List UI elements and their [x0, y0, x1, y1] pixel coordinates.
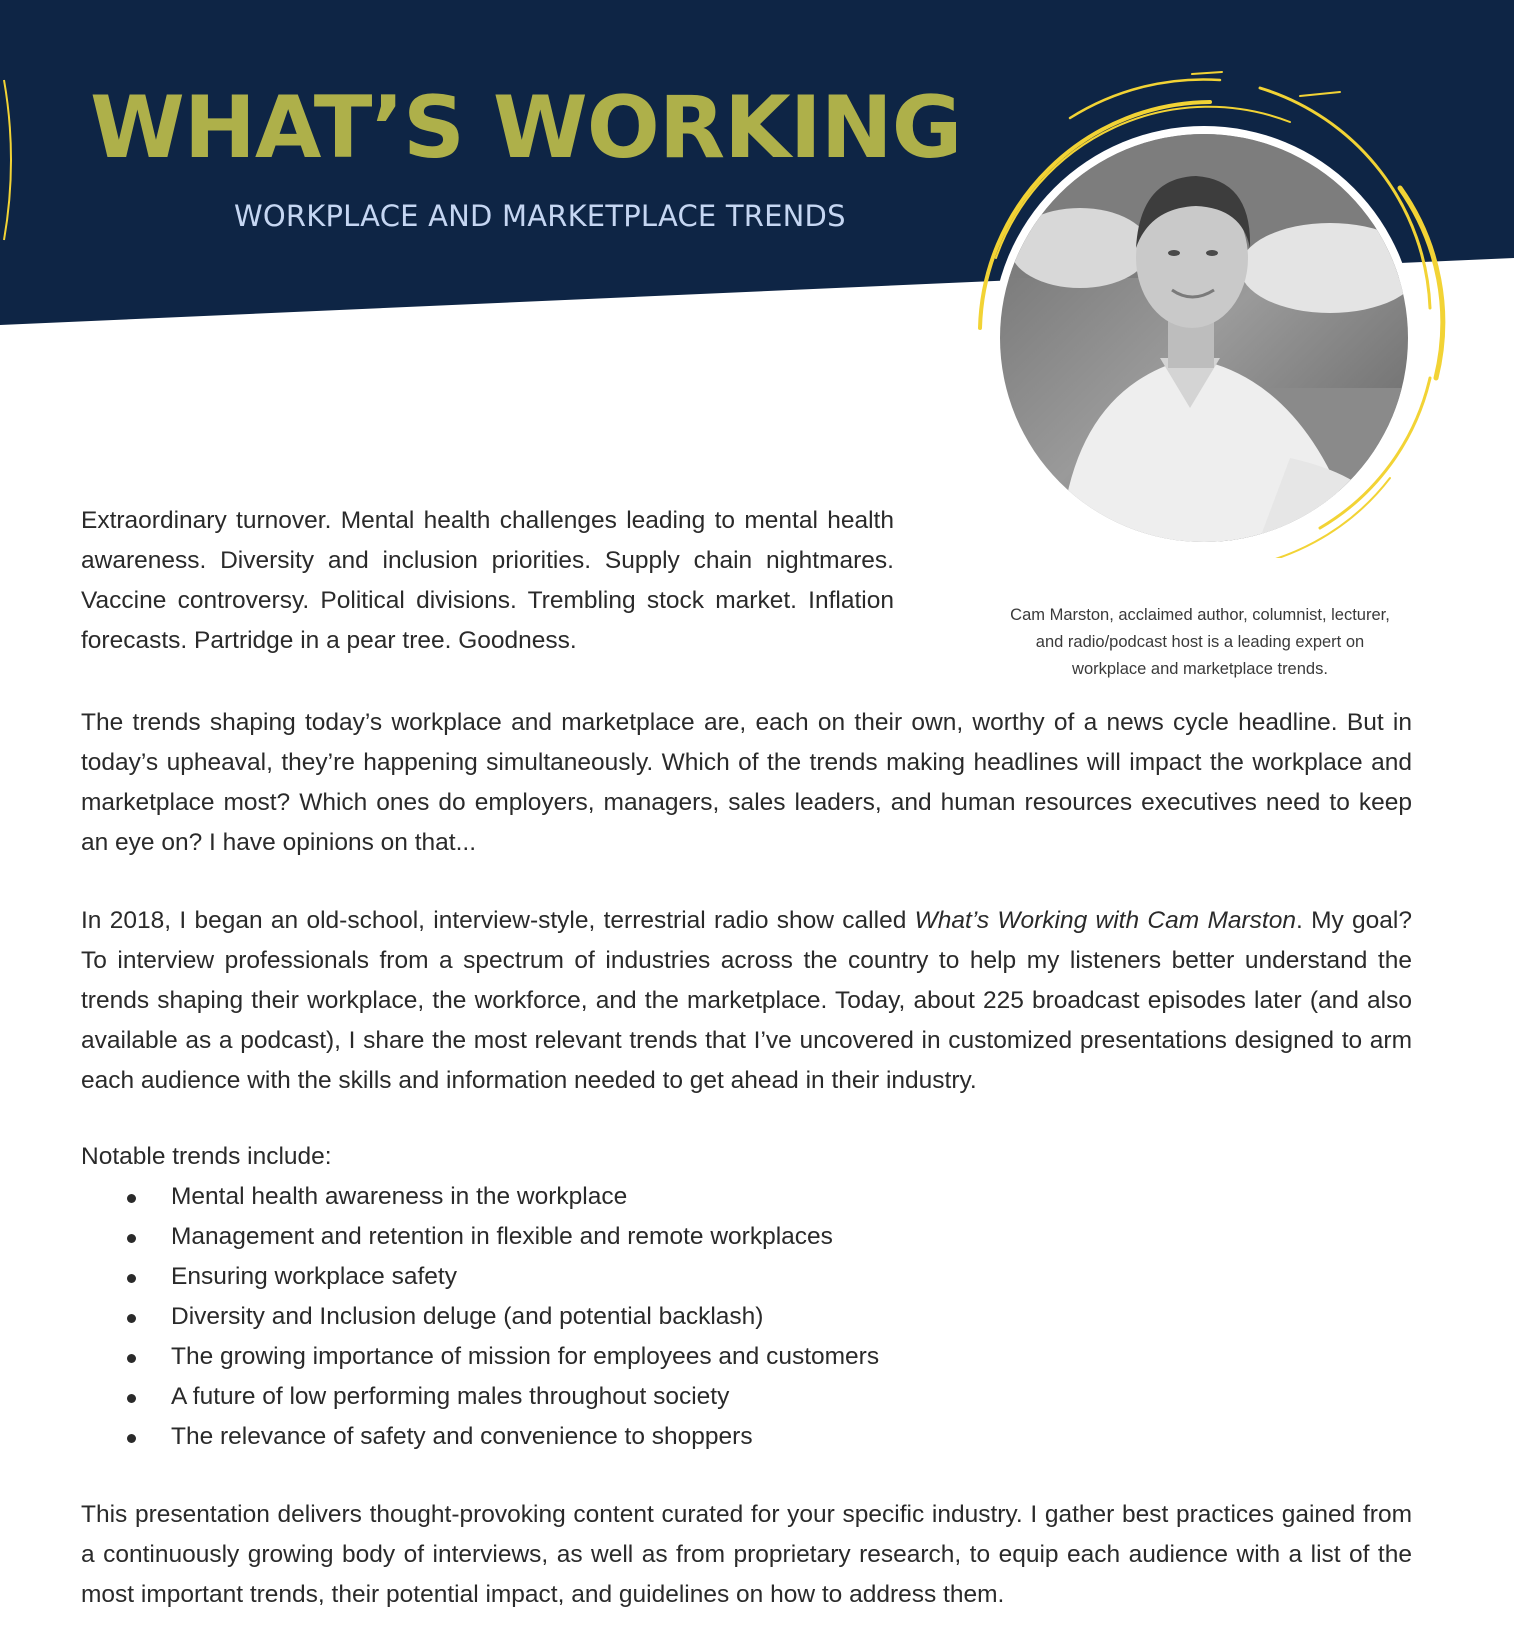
closing-paragraph: This presentation delivers thought-provoking content curated for your specific industry. I gather best practices gained from a continuously growing body of interviews, as well as from proprietary research, to equip each audience with a list of the most important trends, their potential impact, and guidelines on how to address them.	[81, 1501, 1412, 1608]
bullet-icon	[127, 1314, 136, 1323]
trends-intro: Notable trends include:	[81, 1143, 332, 1170]
trend-item-text: Mental health awareness in the workplace	[171, 1183, 628, 1210]
radio-show-text-before: In 2018, I began an old-school, interview-style, terrestrial radio show called	[81, 907, 915, 934]
trend-item-text: The relevance of safety and convenience to shoppers	[171, 1423, 753, 1450]
trends-overview-paragraph: The trends shaping today’s workplace and marketplace are, each on their own, worthy of a news cycle headline. But in today’s upheaval, they’re happening simultaneously. Which of the trends making headlines will impact the workplace and marketplace most? Which ones do employers, managers, sales leaders, and human resources executives need to keep an eye on? I have opinions on that...	[81, 709, 1412, 856]
page-title: WHAT’S WORKING	[90, 78, 962, 178]
trend-item-text: Ensuring workplace safety	[171, 1263, 457, 1290]
bullet-icon	[127, 1394, 136, 1403]
portrait-caption: Cam Marston, acclaimed author, columnist, lecturer, and radio/podcast host is a leading expert on workplace and marketplace trends.	[1010, 606, 1390, 678]
bullet-icon	[127, 1274, 136, 1283]
trend-item	[81, 1297, 879, 1337]
trend-item	[81, 1337, 879, 1377]
bullet-icon	[127, 1234, 136, 1243]
intro-paragraph: Extraordinary turnover. Mental health challenges leading to mental health awareness. Diversity and inclusion priorities. Supply chain nightmares. Vaccine controversy. Political divisions. Trembling stock market. Inflation forecasts. Partridge in a pear tree. Goodness.	[81, 507, 894, 654]
bullet-icon	[127, 1194, 136, 1203]
trend-item-text: Diversity and Inclusion deluge (and potential backlash)	[171, 1303, 764, 1330]
page-subtitle: WORKPLACE AND MARKETPLACE TRENDS	[234, 194, 894, 238]
trend-item-text: The growing importance of mission for employees and customers	[171, 1343, 880, 1370]
trend-item-text: A future of low performing males throughout society	[171, 1383, 730, 1410]
bullet-icon	[127, 1434, 136, 1443]
trend-item	[81, 1177, 879, 1217]
trend-item	[81, 1257, 879, 1297]
radio-show-paragraph	[81, 901, 1412, 1101]
show-title: What’s Working with Cam Marston	[914, 907, 1296, 934]
radio-show-text-after: . My goal? To interview professionals from a spectrum of industries across the country to help my listeners better understand the trends shaping their workplace, the workforce, and the marketplace. Today, about 225 broadcast episodes later (and also available as a podcast), I share the most relevant trends that I’ve uncovered in customized presentations designed to arm each audience with the skills and information needed to get ahead in their industry.	[81, 907, 1413, 1094]
trend-item-text: Management and retention in flexible and remote workplaces	[171, 1223, 833, 1250]
trends-list	[81, 1177, 879, 1457]
trend-item	[81, 1217, 879, 1257]
bullet-icon	[127, 1354, 136, 1363]
portrait-art	[960, 58, 1480, 558]
trend-item	[81, 1377, 879, 1417]
trend-item	[81, 1417, 879, 1457]
